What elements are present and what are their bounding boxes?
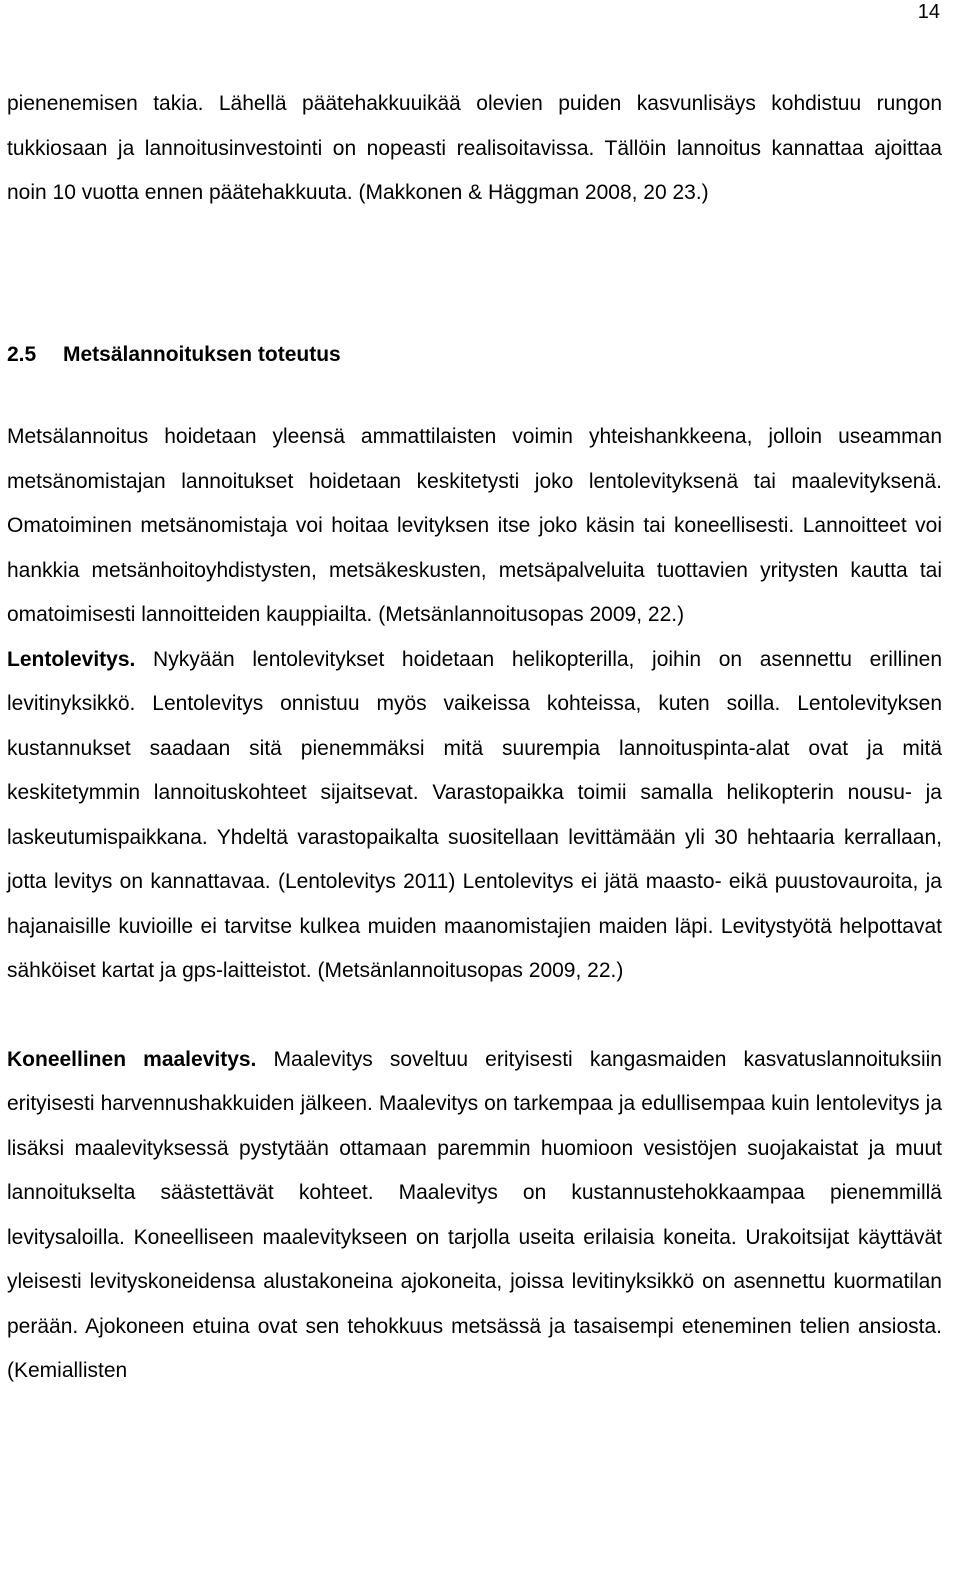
section-heading — [7, 340, 341, 370]
body-paragraph — [7, 1038, 942, 1394]
paragraph-lead: Koneellinen maalevitys. — [7, 1047, 257, 1071]
paragraph-lead: Lentolevitys. — [7, 647, 136, 671]
intro-paragraph-block — [7, 82, 942, 216]
paragraph-text: Maalevitys soveltuu erityisesti kangasmaiden kasvatuslannoituksiin erityisesti harvennushakkuiden jälkeen. Maalevitys on tarkempaa ja edullisempaa kuin lentolevitys ja lisäksi maalevityksessä pystytään ottamaan paremmin huomioon vesistöjen suojakaistat ja muut lannoitukselta säästettävät kohteet. Maalevitys on kustannustehokkaampaa pienemmillä levitysaloilla. Koneelliseen maalevitykseen on tarjolla useita erilaisia koneita. Urakoitsijat käyttävät yleisesti levityskoneidensa alustakoneina ajokoneita, joissa levitinyksikkö on asennettu kuormatilan perään. Ajokoneen etuina ovat sen tehokkuus metsässä ja tasaisempi eteneminen telien ansiosta. (Kemiallisten — [7, 1047, 942, 1382]
intro-paragraph: pienenemisen takia. Lähellä päätehakkuuikää olevien puiden kasvunlisäys kohdistuu rungon tukkiosaan ja lannoitusinvestointi on nopeasti realisoitavissa. Tällöin lannoitus kannattaa ajoittaa noin 10 vuotta ennen päätehakkuuta. (Makkonen & Häggman 2008, 20 23.) — [7, 92, 942, 204]
paragraph-text: Nykyään lentolevitykset hoidetaan helikopterilla, joihin on asennettu erillinen levitinyksikkö. Lentolevitys onnistuu myös vaikeissa kohteissa, kuten soilla. Lentolevityksen kustannukset saadaan sitä pienemmäksi mitä suurempia lannoituspinta-alat ovat ja mitä keskitetymmin lannoituskohteet sijaitsevat. Varastopaikka toimii samalla helikopterin nousu- ja laskeutumispaikkana. Yhdeltä varastopaikalta suositellaan levittämään yli 30 hehtaaria kerrallaan, jotta levitys on kannattavaa. (Lentolevitys 2011) Lentolevitys ei jätä maasto- eikä puustovauroita, ja hajanaisille kuvioille ei tarvitse kulkea muiden maanomistajien maiden läpi. Levitystyötä helpottavat sähköiset kartat ja gps-laitteistot. (Metsänlannoitusopas 2009, 22.) — [7, 647, 942, 982]
paragraph-gap — [7, 994, 942, 1038]
page-number: 14 — [917, 1, 940, 23]
section-title: Metsälannoituksen toteutus — [63, 343, 341, 366]
body-paragraph — [7, 415, 942, 638]
section-body — [7, 415, 942, 1394]
section-number: 2.5 — [7, 343, 37, 366]
paragraph-text: Metsälannoitus hoidetaan yleensä ammattilaisten voimin yhteishankkeena, jolloin useamman metsänomistajan lannoitukset hoidetaan keskitetysti joko lentolevityksenä tai maalevityksenä. Omatoiminen metsänomistaja voi hoitaa levityksen itse joko käsin tai koneellisesti. Lannoitteet voi hankkia metsänhoitoyhdistysten, metsäkeskusten, metsäpalveluita tuottavien yritysten kautta tai omatoimisesti lannoitteiden kauppiailta. (Metsänlannoitusopas 2009, 22.) — [7, 425, 942, 626]
body-paragraph — [7, 638, 942, 994]
